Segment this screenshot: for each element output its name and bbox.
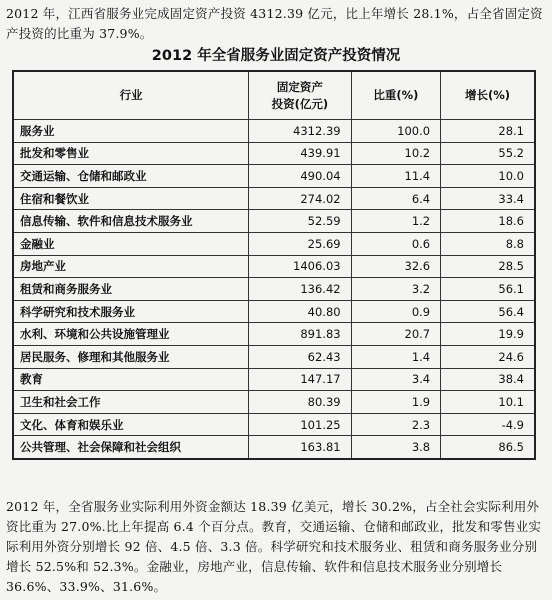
investment-cell: 136.42 <box>249 278 351 301</box>
share-cell: 20.7 <box>351 323 441 346</box>
table-row <box>13 368 535 391</box>
growth-cell: 38.4 <box>441 368 535 391</box>
investment-cell: 1406.03 <box>249 255 351 278</box>
table-row <box>13 345 535 368</box>
industry-cell: 服务业 <box>13 120 249 143</box>
share-cell: 0.6 <box>351 232 441 255</box>
share-cell: 11.4 <box>351 165 441 188</box>
industry-cell: 住宿和餐饮业 <box>13 187 249 210</box>
investment-cell: 62.43 <box>249 345 351 368</box>
table-row <box>13 165 535 188</box>
industry-cell: 信息传输、软件和信息技术服务业 <box>13 210 249 233</box>
table-row <box>13 187 535 210</box>
growth-cell: 10.0 <box>441 165 535 188</box>
industry-cell: 教育 <box>13 368 249 391</box>
investment-cell: 163.81 <box>249 436 351 459</box>
share-cell: 0.9 <box>351 300 441 323</box>
header-growth: 增长(%) <box>441 71 535 120</box>
growth-cell: 56.1 <box>441 278 535 301</box>
industry-cell: 水利、环境和公共设施管理业 <box>13 323 249 346</box>
table-row <box>13 300 535 323</box>
share-cell: 3.2 <box>351 278 441 301</box>
investment-cell: 40.80 <box>249 300 351 323</box>
intro-paragraph: 2012 年，江西省服务业完成固定资产投资 4312.39 亿元，比上年增长 28.1%，占全省固定资产投资的比重为 37.9%。 <box>6 6 543 41</box>
investment-cell: 439.91 <box>249 142 351 165</box>
table-row <box>13 413 535 436</box>
table-row <box>13 142 535 165</box>
table-row <box>13 323 535 346</box>
share-cell: 32.6 <box>351 255 441 278</box>
table-row <box>13 232 535 255</box>
share-cell: 3.8 <box>351 436 441 459</box>
investment-table <box>12 70 536 460</box>
table-row <box>13 436 535 459</box>
table-row <box>13 255 535 278</box>
industry-cell: 卫生和社会工作 <box>13 391 249 414</box>
investment-cell: 101.25 <box>249 413 351 436</box>
outro-paragraph: 2012 年，全省服务业实际利用外资金额达 18.39 亿美元，增长 30.2%，占全社会实际利用外资比重为 27.0%.比上年提高 6.4 个百分点。教育，交通运输、仓储和邮政业，批发和零售业实际利用外资分别增长 92 倍、4.5 倍、3.3 倍。科学研究和技术服务业、租赁和商务服务业分别增长 52.5%和 52.3%。金融业，房地产业，信息传输、软件和信息技术服务业分别增长 36.6%、33.9%、31.6%。 <box>6 499 542 594</box>
investment-cell: 274.02 <box>249 187 351 210</box>
share-cell: 1.2 <box>351 210 441 233</box>
share-cell: 100.0 <box>351 120 441 143</box>
growth-cell: -4.9 <box>441 413 535 436</box>
industry-cell: 交通运输、仓储和邮政业 <box>13 165 249 188</box>
share-cell: 1.9 <box>351 391 441 414</box>
industry-cell: 科学研究和技术服务业 <box>13 300 249 323</box>
growth-cell: 28.5 <box>441 255 535 278</box>
share-cell: 10.2 <box>351 142 441 165</box>
industry-cell: 公共管理、社会保障和社会组织 <box>13 436 249 459</box>
header-industry: 行业 <box>13 71 249 120</box>
growth-cell: 24.6 <box>441 345 535 368</box>
investment-cell: 891.83 <box>249 323 351 346</box>
table-title: 2012 年全省服务业固定资产投资情况 <box>151 48 401 64</box>
industry-cell: 租赁和商务服务业 <box>13 278 249 301</box>
investment-cell: 4312.39 <box>249 120 351 143</box>
industry-cell: 文化、体育和娱乐业 <box>13 413 249 436</box>
growth-cell: 86.5 <box>441 436 535 459</box>
table-header <box>13 71 535 120</box>
growth-cell: 10.1 <box>441 391 535 414</box>
table-row <box>13 210 535 233</box>
investment-cell: 490.04 <box>249 165 351 188</box>
table-row <box>13 278 535 301</box>
investment-cell: 52.59 <box>249 210 351 233</box>
table-row <box>13 391 535 414</box>
growth-cell: 33.4 <box>441 187 535 210</box>
investment-cell: 80.39 <box>249 391 351 414</box>
growth-cell: 55.2 <box>441 142 535 165</box>
industry-cell: 批发和零售业 <box>13 142 249 165</box>
growth-cell: 18.6 <box>441 210 535 233</box>
growth-cell: 19.9 <box>441 323 535 346</box>
share-cell: 3.4 <box>351 368 441 391</box>
header-investment: 固定资产 投资(亿元) <box>249 71 351 120</box>
investment-cell: 25.69 <box>249 232 351 255</box>
share-cell: 6.4 <box>351 187 441 210</box>
industry-cell: 房地产业 <box>13 255 249 278</box>
header-row <box>13 71 535 120</box>
industry-cell: 金融业 <box>13 232 249 255</box>
growth-cell: 8.8 <box>441 232 535 255</box>
growth-cell: 56.4 <box>441 300 535 323</box>
table-row <box>13 120 535 143</box>
growth-cell: 28.1 <box>441 120 535 143</box>
share-cell: 2.3 <box>351 413 441 436</box>
investment-cell: 147.17 <box>249 368 351 391</box>
share-cell: 1.4 <box>351 345 441 368</box>
industry-cell: 居民服务、修理和其他服务业 <box>13 345 249 368</box>
table-body <box>13 120 535 459</box>
header-share: 比重(%) <box>351 71 441 120</box>
